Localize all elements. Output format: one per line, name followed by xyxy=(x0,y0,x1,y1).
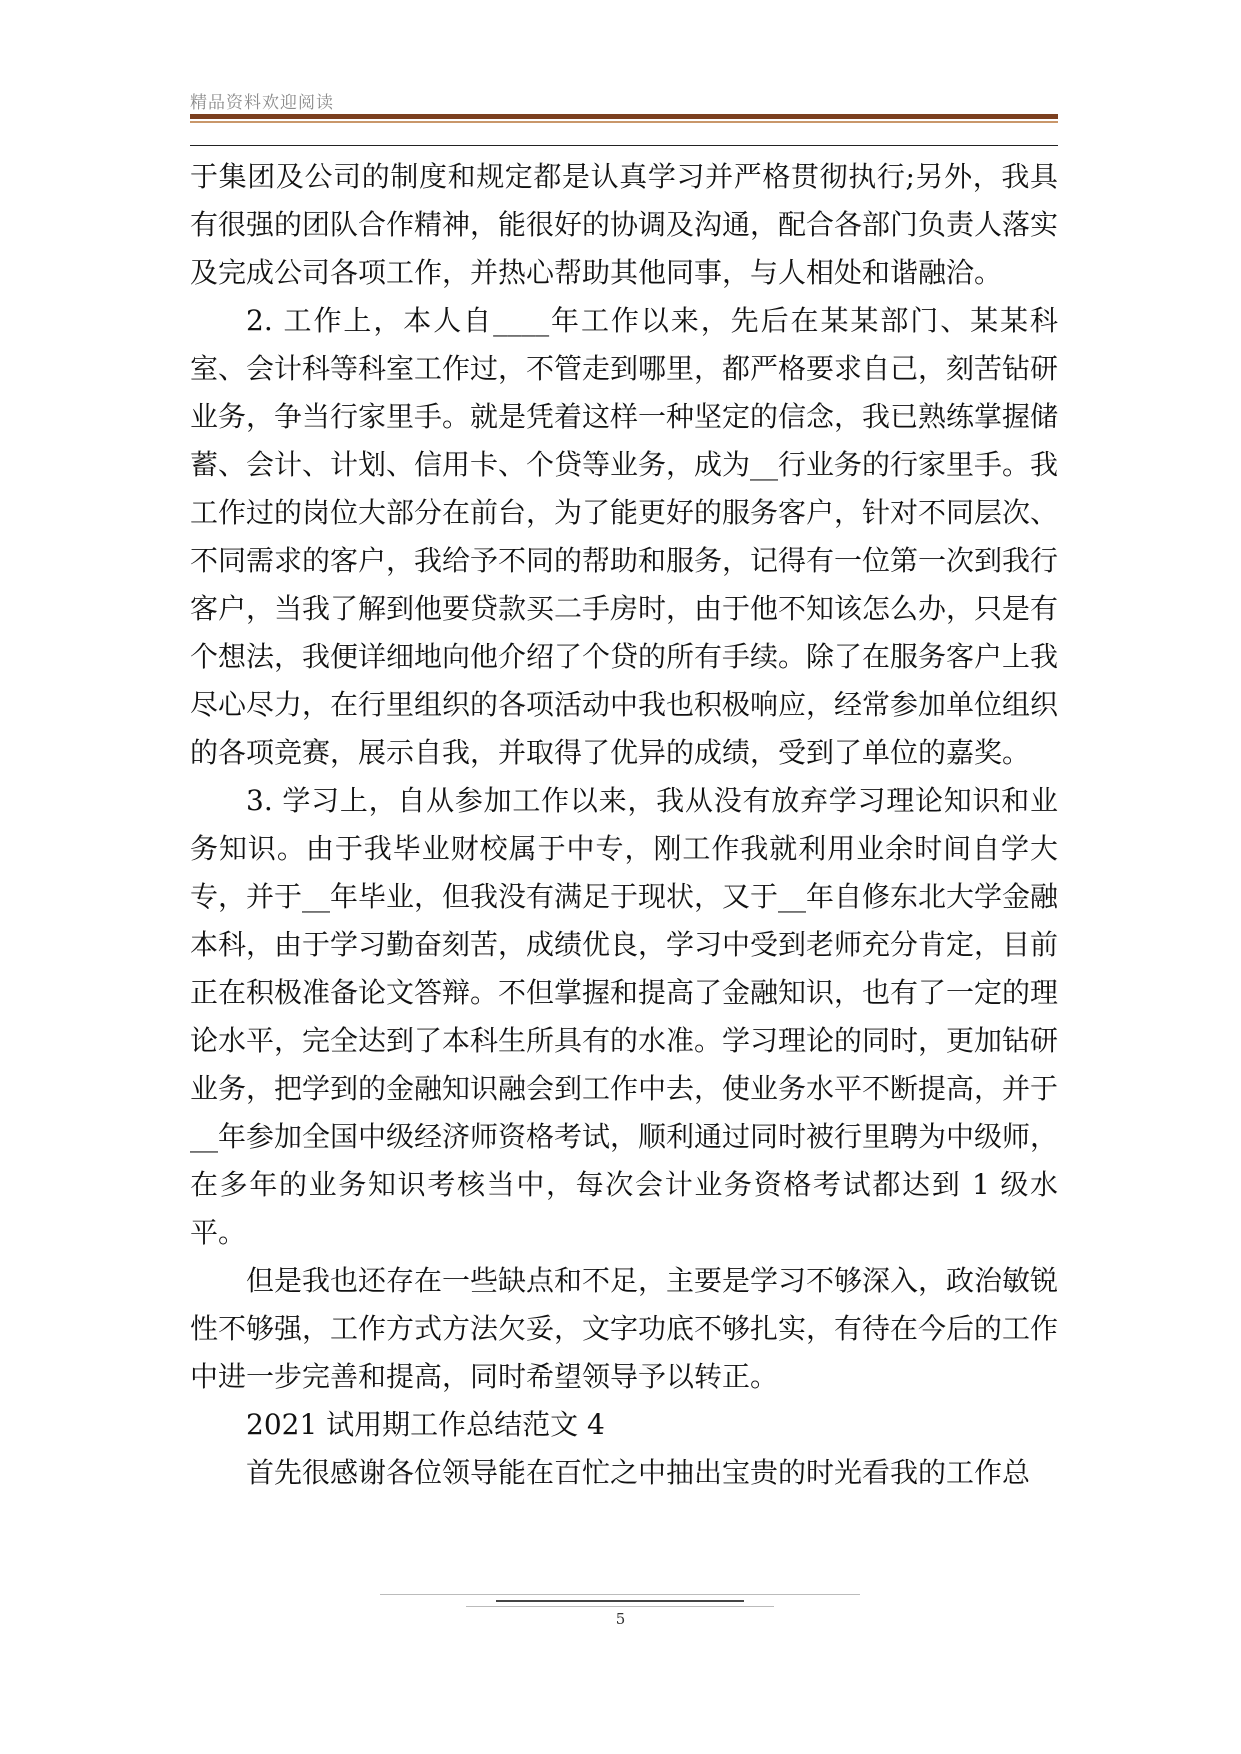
footer-rule-top xyxy=(380,1594,860,1595)
section-heading: 2021 试用期工作总结范文 4 xyxy=(246,1408,605,1441)
header-title: 精品资料欢迎阅读 xyxy=(190,93,334,113)
page-number: 5 xyxy=(615,1610,626,1628)
header-rule-accent xyxy=(190,121,1058,123)
paragraph-4: 但是我也还存在一些缺点和不足，主要是学习不够深入，政治敏锐性不够强，工作方式方法欠妥，文字功底不够扎实，有待在今后的工作中进一步完善和提高，同时希望领导予以转正。 xyxy=(190,1264,1059,1393)
footer-rule-middle xyxy=(496,1600,744,1602)
paragraph-1: 于集团及公司的制度和规定都是认真学习并严格贯彻执行;另外，我具有很强的团队合作精神，能很好的协调及沟通，配合各部门负责人落实及完成公司各项工作，并热心帮助其他同事，与人相处和谐融洽。 xyxy=(190,160,1059,289)
header-rule-thin xyxy=(190,145,1058,146)
paragraph-3: 3. 学习上，自从参加工作以来，我从没有放弃学习理论知识和业务知识。由于我毕业财校属于中专，刚工作我就利用业余时间自学大专，并于__年毕业，但我没有满足于现状，又于__年自修东北大学金融本科，由于学习勤奋刻苦，成绩优良，学习中受到老师充分肯定，目前正在积极准备论文答辩。不但掌握和提高了金融知识，也有了一定的理论水平，完全达到了本科生所具有的水准。学习理论的同时，更加钻研业务，把学到的金融知识融会到工作中去，使业务水平不断提高，并于__年参加全国中级经济师资格考试，顺利通过同时被行里聘为中级师，在多年的业务知识考核当中，每次会计业务资格考试都达到 1 级水平。 xyxy=(190,784,1059,1249)
footer-rule-bottom xyxy=(466,1606,774,1607)
paragraph-2: 2. 工作上，本人自____年工作以来，先后在某某部门、某某科室、会计科等科室工作过，不管走到哪里，都严格要求自己，刻苦钻研业务，争当行家里手。就是凭着这样一种坚定的信念，我已熟练掌握储蓄、会计、计划、信用卡、个贷等业务，成为__行业务的行家里手。我工作过的岗位大部分在前台，为了能更好的服务客户，针对不同层次、不同需求的客户，我给予不同的帮助和服务，记得有一位第一次到我行客户，当我了解到他要贷款买二手房时，由于他不知该怎么办，只是有个想法，我便详细地向他介绍了个贷的所有手续。除了在服务客户上我尽心尽力，在行里组织的各项活动中我也积极响应，经常参加单位组织的各项竞赛，展示自我，并取得了优异的成绩，受到了单位的嘉奖。 xyxy=(190,304,1059,769)
header-rule-thick xyxy=(190,114,1058,119)
paragraph-5: 首先很感谢各位领导能在百忙之中抽出宝贵的时光看我的工作总 xyxy=(246,1456,1031,1489)
document-body xyxy=(190,153,1058,1497)
